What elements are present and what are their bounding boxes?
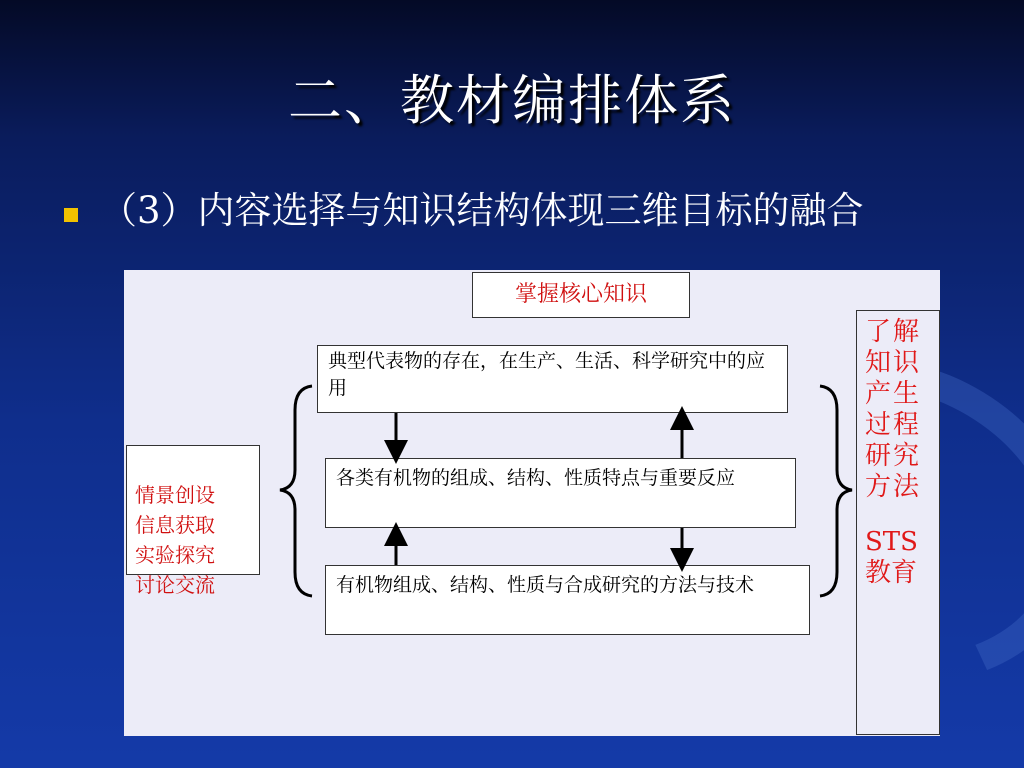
top-label-text: 掌握核心知识 bbox=[514, 282, 647, 307]
content-box-3 bbox=[325, 565, 810, 635]
slide-title: 二、教材编排体系 bbox=[288, 69, 736, 132]
content-box-2 bbox=[325, 458, 796, 528]
right-label-box bbox=[856, 310, 940, 735]
top-label-box bbox=[472, 272, 690, 318]
content-box-1-text: 典型代表物的存在，在生产、生活、科学研究中的应用 bbox=[328, 350, 766, 399]
bullet-text: （3）内容选择与知识结构体现三维目标的融合 bbox=[100, 189, 864, 232]
content-box-2-text: 各类有机物的组成、结构、性质特点与重要反应 bbox=[336, 467, 736, 489]
content-box-3-text: 有机物组成、结构、性质与合成研究的方法与技术 bbox=[336, 574, 755, 596]
right-label-text-1: 了解 知识 产生 过程 研究 方法 bbox=[865, 317, 922, 502]
bullet-marker-icon bbox=[64, 208, 78, 222]
left-label-text: 情景创设 信息获取 实验探究 讨论交流 bbox=[135, 483, 215, 597]
right-label-text-2: STS 教育 bbox=[865, 527, 918, 588]
content-box-1 bbox=[317, 345, 788, 413]
left-label-box bbox=[126, 445, 260, 597]
